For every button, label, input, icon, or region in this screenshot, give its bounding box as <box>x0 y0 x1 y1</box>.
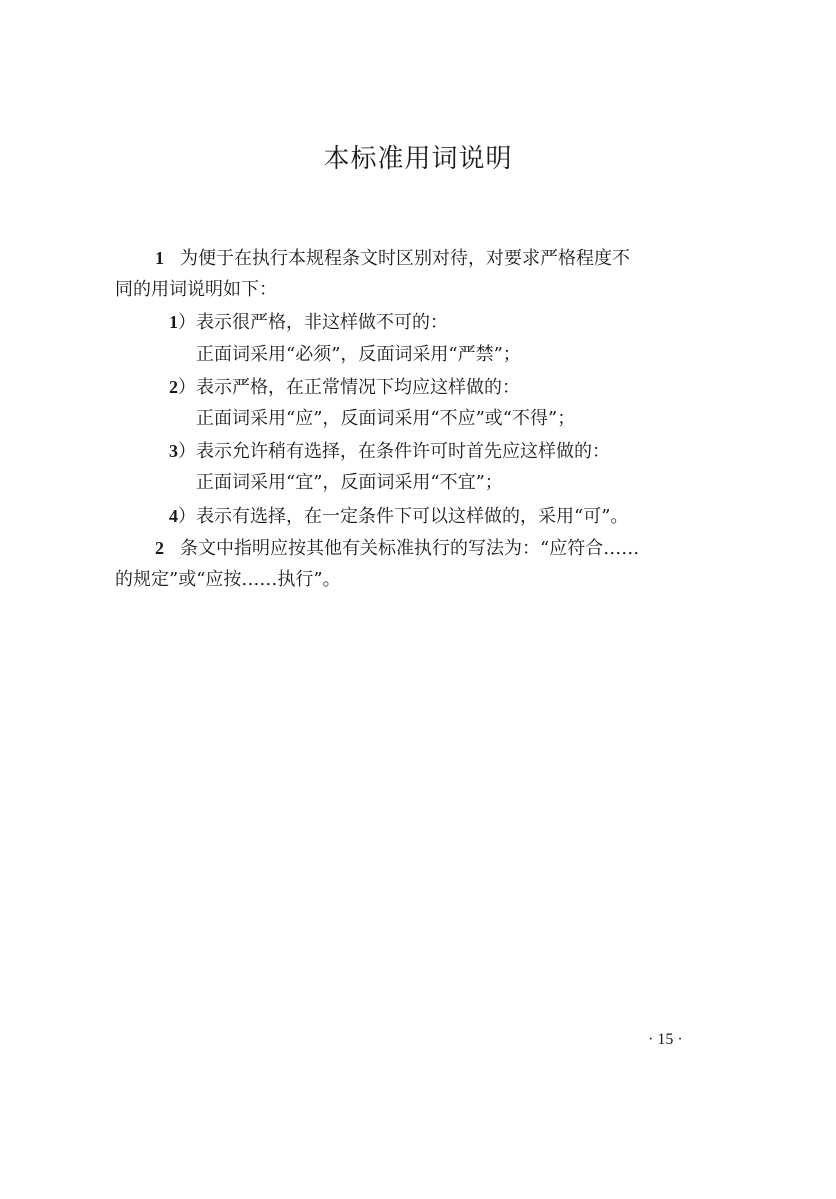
item-3-number: 3 <box>169 441 178 462</box>
page-title: 本标准用词说明 <box>323 144 513 174</box>
clause-2-line-1 <box>115 532 725 564</box>
item-1-label: ）表示很严格，非这样做不可的： <box>178 312 448 334</box>
clause-2-line-2 <box>115 564 725 596</box>
body-text <box>115 242 725 596</box>
clause-2-text-2: 的规定”或“应按……执行”。 <box>115 568 341 590</box>
clause-1-text-1: 为便于在执行本规程条文时区别对待，对要求严格程度不 <box>180 248 630 269</box>
clause-1-line-1 <box>115 242 725 274</box>
item-3-label: ）表示允许稍有选择，在条件许可时首先应这样做的： <box>178 441 610 463</box>
item-2 <box>115 371 725 403</box>
item-2-number: 2 <box>169 376 178 397</box>
item-3 <box>115 435 725 467</box>
clause-1-line-2 <box>115 274 725 306</box>
item-1 <box>115 306 725 338</box>
item-4-number: 4 <box>169 505 178 526</box>
item-3-detail: 正面词采用“宜”，反面词采用“不宜”； <box>196 472 503 494</box>
clause-1-text-2: 同的用词说明如下： <box>115 279 277 301</box>
clause-1-number: 1 <box>155 248 164 268</box>
item-2-detail: 正面词采用“应”，反面词采用“不应”或“不得”； <box>196 407 576 429</box>
item-1-number: 1 <box>169 312 178 333</box>
clause-2-number: 2 <box>155 537 164 558</box>
clause-2-text-1: 条文中指明应按其他有关标准执行的写法为：“应符合…… <box>180 537 640 559</box>
item-4 <box>115 500 725 532</box>
item-4-label: ）表示有选择，在一定条件下可以这样做的，采用“可”。 <box>178 505 629 527</box>
item-1-detail: 正面词采用“必须”，反面词采用“严禁”； <box>196 343 521 365</box>
item-2-label: ）表示严格，在正常情况下均应这样做的： <box>178 376 520 398</box>
page-number: · 15 · <box>648 1031 683 1048</box>
